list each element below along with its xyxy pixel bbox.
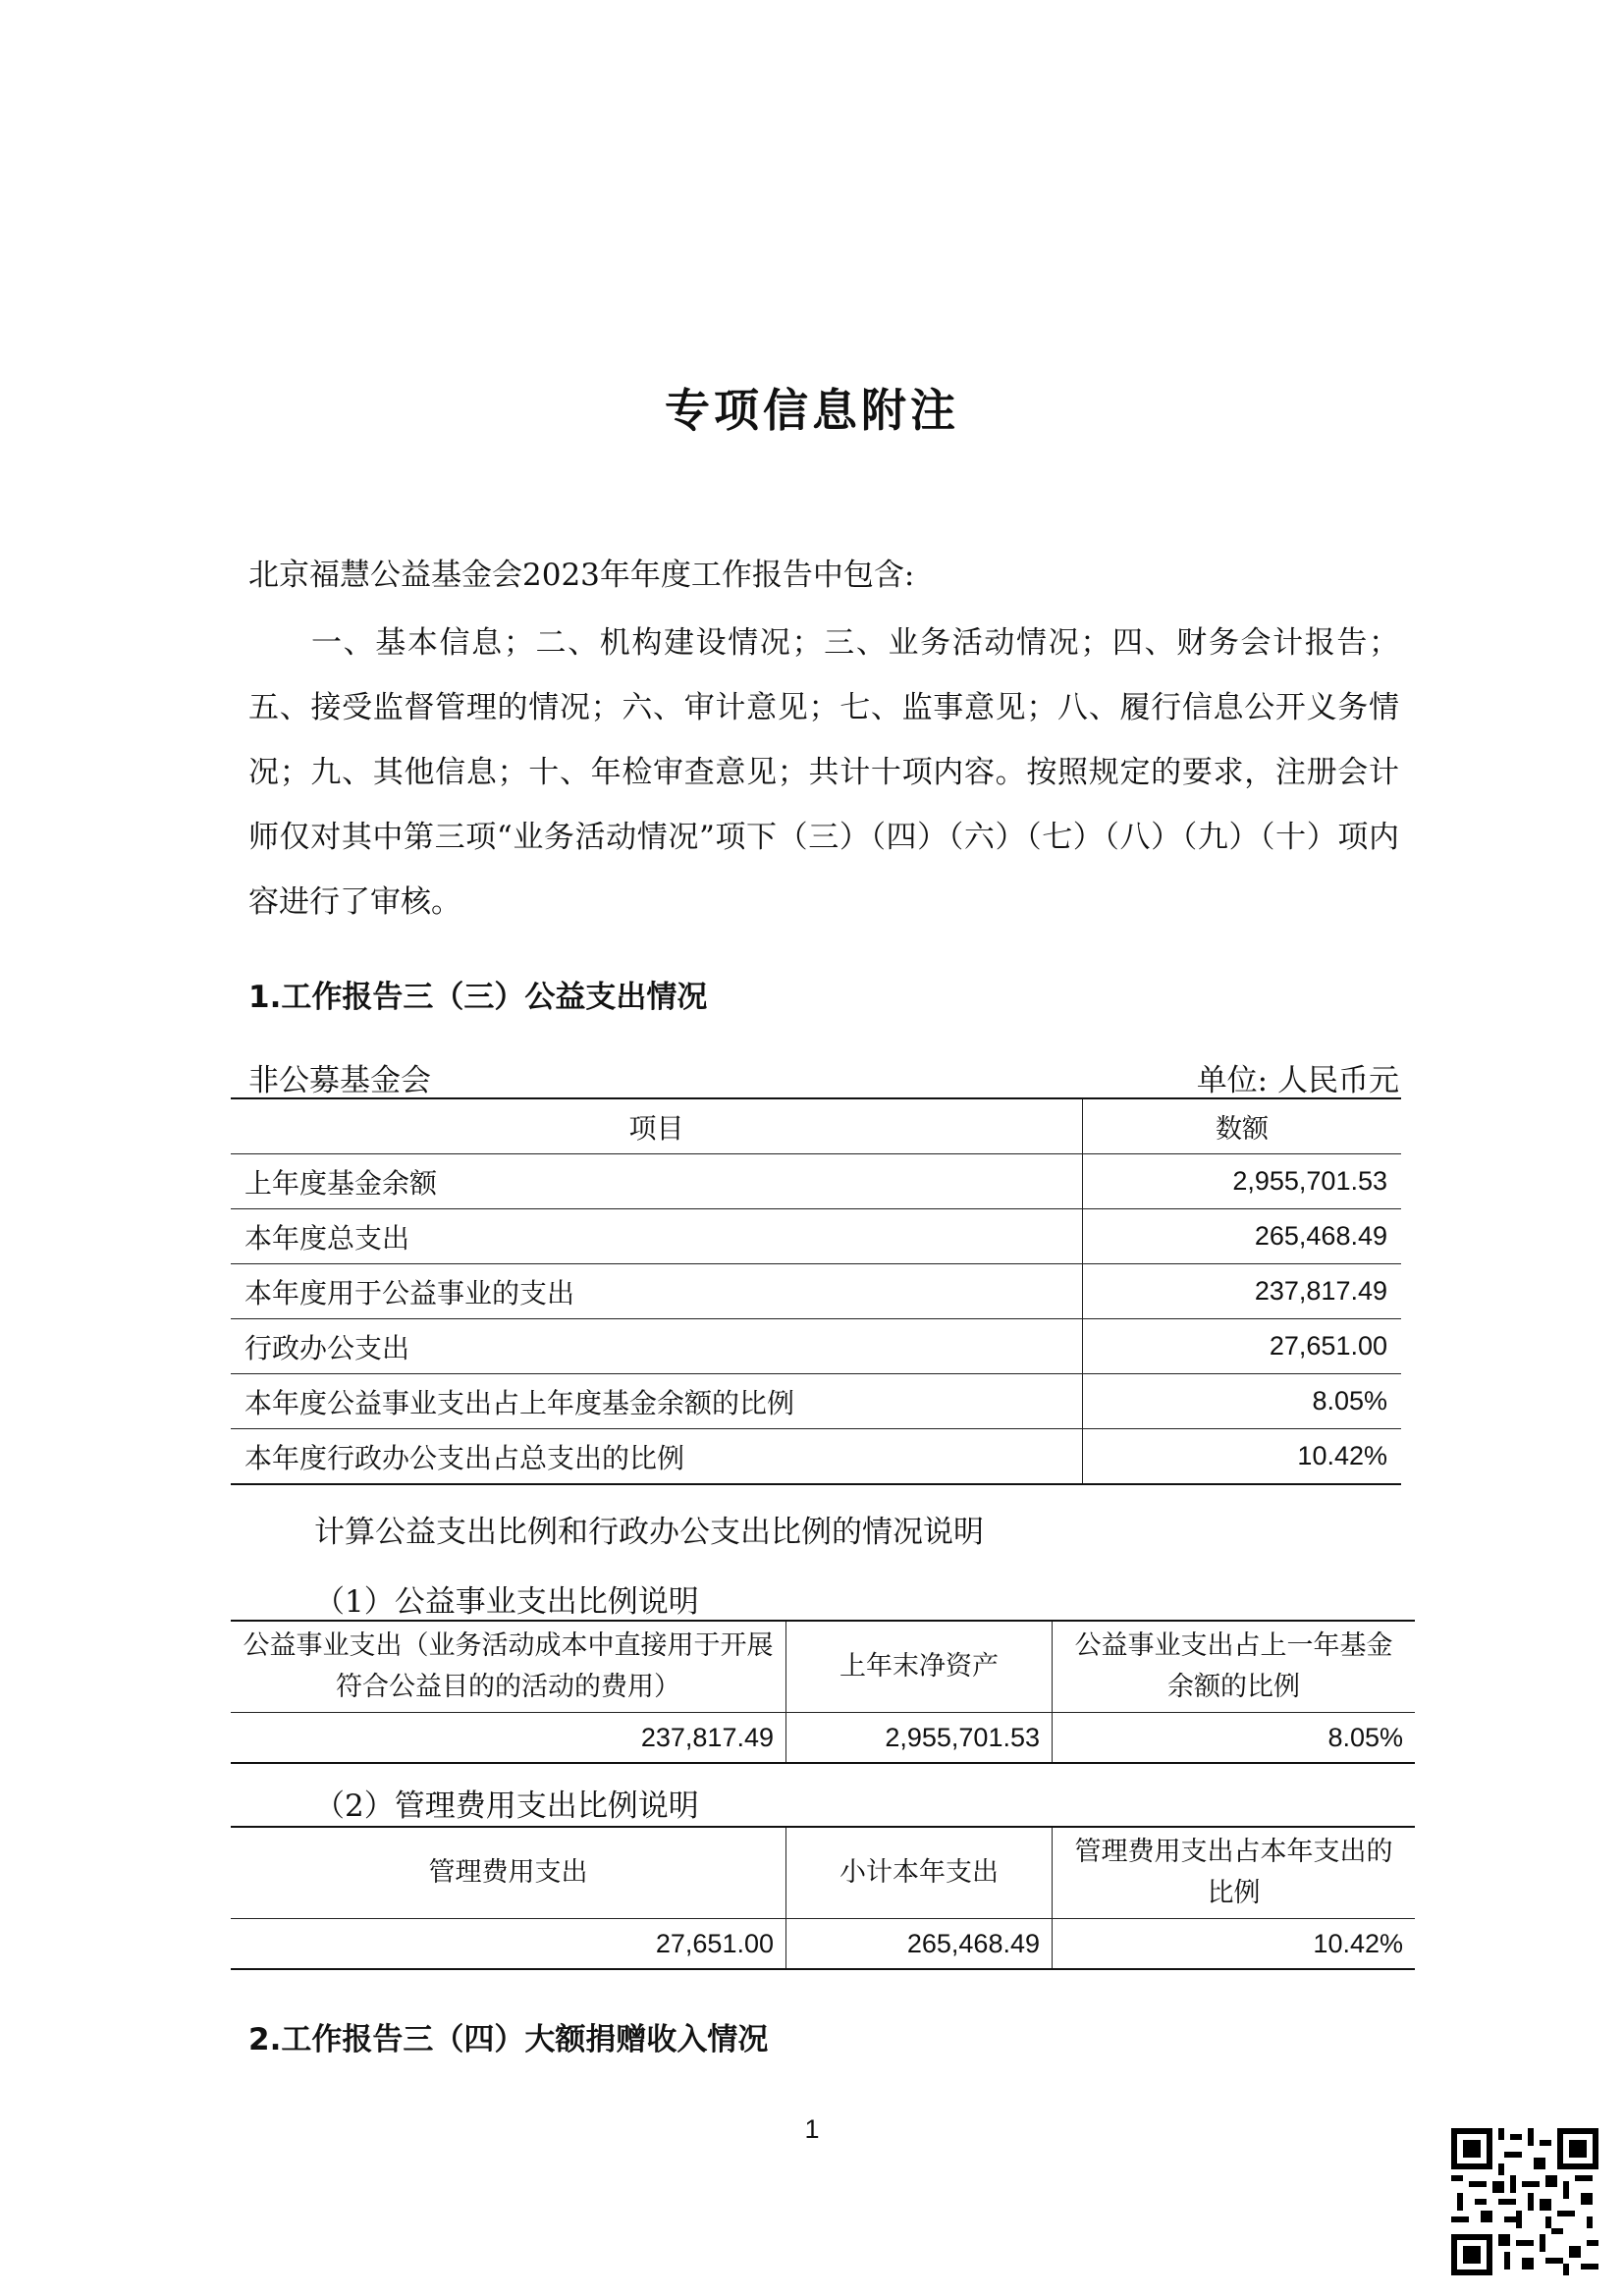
value-cell: 2,955,701.53 xyxy=(786,1713,1053,1764)
page-number: 1 xyxy=(804,2114,820,2144)
contents-paragraph: 一、基本信息；二、机构建设情况；三、业务活动情况；四、财务会计报告；五、接受监督管理的情况；六、审计意见；七、监事意见；八、履行信息公开义务情况；九、其他信息；十、年检审查意见；共计十项内容。按照规定的要求，注册会计师仅对其中第三项“业务活动情况”项下（三）（四）（六）（七）（八）（九）（十）项内容进行了审核。 xyxy=(248,625,1399,920)
table-row xyxy=(231,1319,1401,1374)
unit-label: 单位: 人民币元 xyxy=(1196,1063,1399,1098)
header-cell: 管理费用支出占本年支出的比例 xyxy=(1053,1827,1416,1919)
expenditure-table xyxy=(231,1097,1401,1485)
row-item: 行政办公支出 xyxy=(231,1319,1083,1374)
row-item: 本年度总支出 xyxy=(231,1209,1083,1264)
value-cell: 265,468.49 xyxy=(786,1919,1053,1970)
row-item: 本年度公益事业支出占上年度基金余额的比例 xyxy=(231,1374,1083,1429)
value-cell: 10.42% xyxy=(1053,1919,1416,1970)
header-cell: 管理费用支出 xyxy=(231,1827,786,1919)
row-value: 10.42% xyxy=(1083,1429,1402,1485)
table-row xyxy=(231,1264,1401,1319)
admin-expense-ratio-table xyxy=(231,1826,1415,1970)
section-1-heading: 1.工作报告三（三）公益支出情况 xyxy=(248,980,708,1015)
section-2-heading: 2.工作报告三（四）大额捐赠收入情况 xyxy=(248,2022,769,2057)
table-caption-row xyxy=(248,1055,1399,1099)
header-item: 项目 xyxy=(231,1098,1083,1154)
ratio-note: 计算公益支出比例和行政办公支出比例的情况说明 xyxy=(314,1515,984,1550)
header-cell: 上年末净资产 xyxy=(786,1621,1053,1713)
table-row xyxy=(231,1154,1401,1209)
table-header-row xyxy=(231,1621,1415,1713)
row-value: 8.05% xyxy=(1083,1374,1402,1429)
value-cell: 237,817.49 xyxy=(231,1713,786,1764)
subsection-1-heading: （1）公益事业支出比例说明 xyxy=(314,1584,699,1620)
table-row xyxy=(231,1209,1401,1264)
qr-code-icon xyxy=(1451,2128,1598,2275)
row-value: 265,468.49 xyxy=(1083,1209,1402,1264)
header-cell: 小计本年支出 xyxy=(786,1827,1053,1919)
header-cell: 公益事业支出（业务活动成本中直接用于开展符合公益目的的活动的费用） xyxy=(231,1621,786,1713)
value-cell: 27,651.00 xyxy=(231,1919,786,1970)
row-item: 本年度用于公益事业的支出 xyxy=(231,1264,1083,1319)
table-row xyxy=(231,1429,1401,1485)
row-item: 本年度行政办公支出占总支出的比例 xyxy=(231,1429,1083,1485)
row-value: 2,955,701.53 xyxy=(1083,1154,1402,1209)
table-row xyxy=(231,1374,1401,1429)
table-row xyxy=(231,1919,1415,1970)
row-value: 27,651.00 xyxy=(1083,1319,1402,1374)
table-header-row xyxy=(231,1098,1401,1154)
page-title: 专项信息附注 xyxy=(665,384,959,437)
table-row xyxy=(231,1713,1415,1764)
table-header-row xyxy=(231,1827,1415,1919)
row-item: 上年度基金余额 xyxy=(231,1154,1083,1209)
header-amount: 数额 xyxy=(1083,1098,1402,1154)
org-type-label: 非公募基金会 xyxy=(248,1063,431,1098)
subsection-2-heading: （2）管理费用支出比例说明 xyxy=(314,1789,699,1824)
header-cell: 公益事业支出占上一年基金余额的比例 xyxy=(1053,1621,1416,1713)
row-value: 237,817.49 xyxy=(1083,1264,1402,1319)
public-welfare-ratio-table xyxy=(231,1620,1415,1764)
intro-text: 北京福慧公益基金会2023年年度工作报告中包含: xyxy=(248,558,915,593)
value-cell: 8.05% xyxy=(1053,1713,1416,1764)
